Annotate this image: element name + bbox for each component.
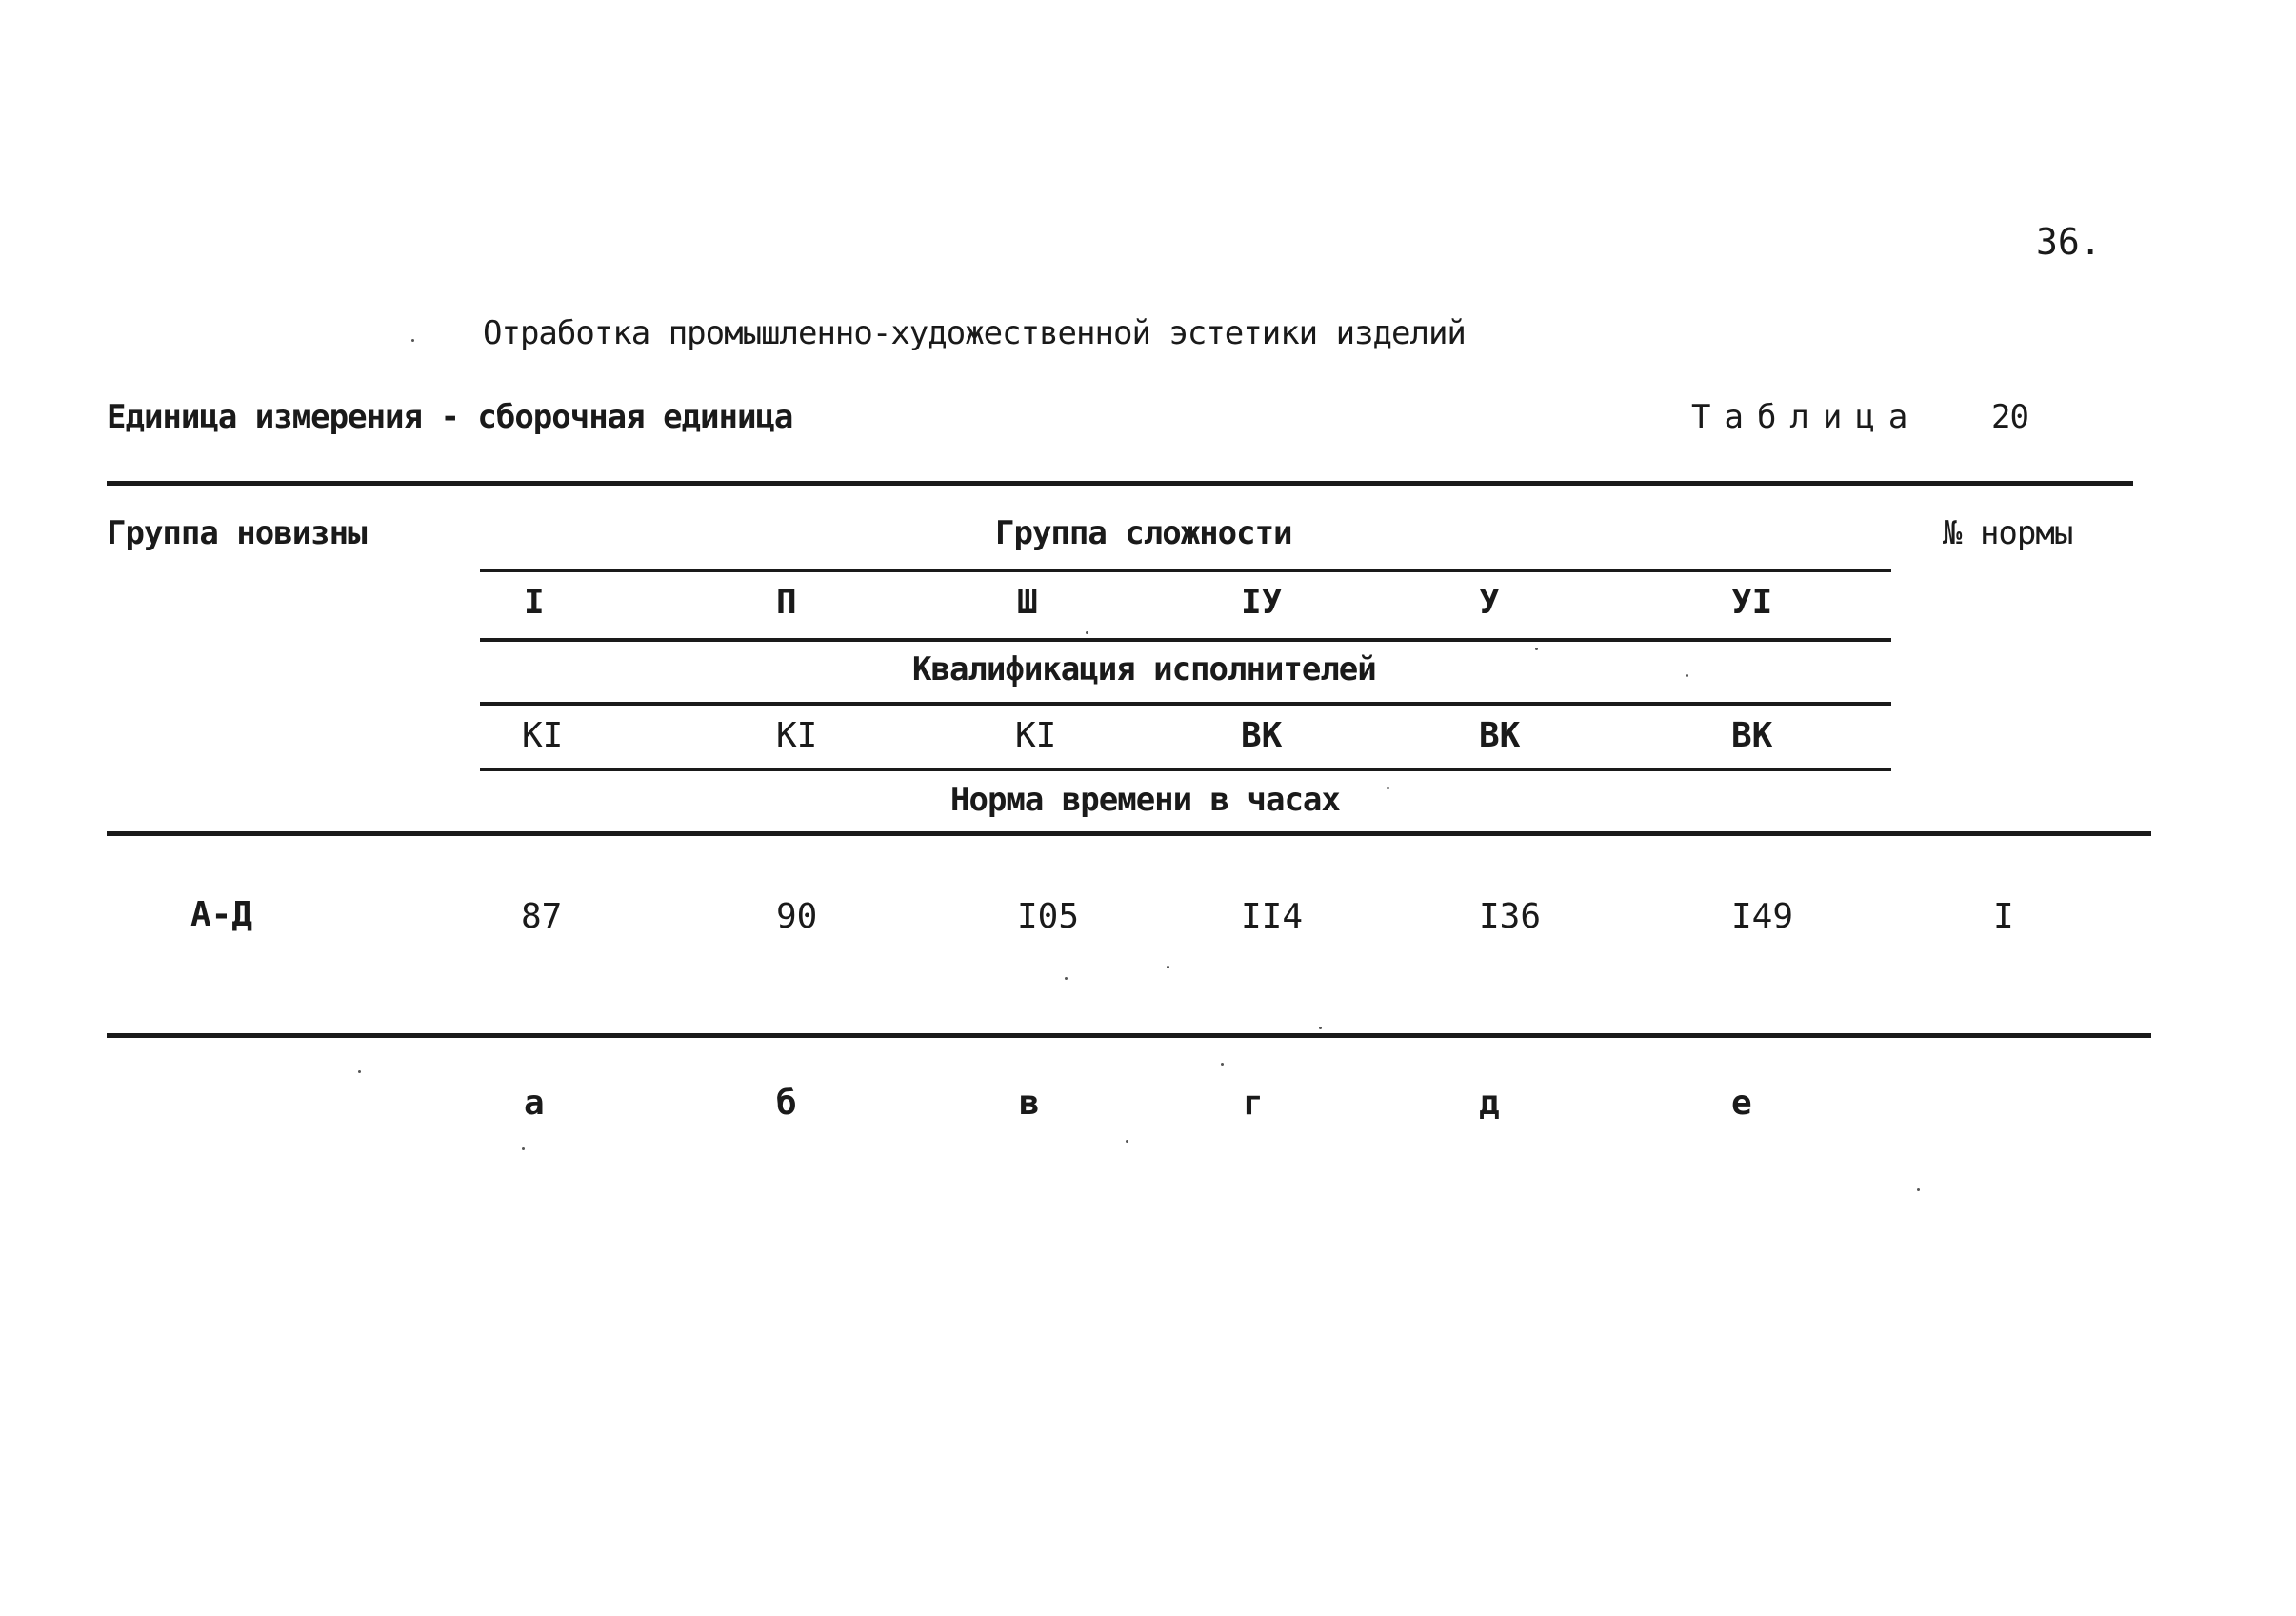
header-norm-number: № нормы (1943, 514, 2073, 552)
table-title: Отработка промышленно-художественной эстетики изделий (483, 314, 1466, 352)
complexity-col-5: У (1479, 583, 1500, 622)
scan-speck (411, 339, 414, 342)
scan-speck (1065, 977, 1068, 980)
column-letter-f: е (1731, 1084, 1752, 1123)
row-value-d: II4 (1241, 897, 1304, 936)
subheader-rule-2 (480, 638, 1891, 642)
subheader-rule-4 (480, 768, 1891, 771)
header-novelty-group: Группа новизны (107, 514, 367, 552)
scan-speck (522, 1147, 525, 1150)
table-label: Таблица (1691, 398, 1922, 436)
qualification-col-2: КI (776, 716, 818, 755)
complexity-col-1: I (524, 583, 545, 622)
row-novelty-label: А-Д (190, 895, 253, 934)
row-norm-number: I (1993, 897, 2014, 936)
table-number: 20 (1991, 398, 2028, 436)
column-letter-d: г (1243, 1084, 1264, 1123)
header-bottom-rule (107, 831, 2151, 836)
qualification-col-3: КI (1015, 716, 1057, 755)
column-letter-c: в (1019, 1084, 1040, 1123)
qualification-col-5: ВК (1479, 716, 1521, 755)
header-complexity-group: Группа сложности (995, 514, 1292, 552)
row-value-b: 90 (776, 897, 818, 936)
scan-speck (1917, 1188, 1920, 1191)
scan-speck (1126, 1140, 1128, 1143)
complexity-col-4: IУ (1241, 583, 1283, 622)
row-value-a: 87 (521, 897, 563, 936)
scan-speck (1686, 674, 1688, 677)
qualification-col-1: КI (522, 716, 564, 755)
scan-speck (1535, 648, 1538, 650)
unit-label: Единица измерения - сборочная единица (107, 398, 793, 436)
complexity-col-6: УI (1731, 583, 1773, 622)
table-top-rule (107, 481, 2133, 486)
qualification-col-4: ВК (1241, 716, 1283, 755)
header-qualification: Квалификация исполнителей (912, 650, 1376, 688)
row-value-e: I36 (1479, 897, 1542, 936)
scan-speck (1221, 1063, 1224, 1066)
subheader-rule-1 (480, 569, 1891, 572)
complexity-col-2: П (776, 583, 797, 622)
scan-speck (1167, 966, 1169, 968)
scan-speck (1319, 1027, 1322, 1029)
column-letter-a: а (524, 1084, 545, 1123)
subheader-rule-3 (480, 702, 1891, 706)
table-bottom-rule (107, 1033, 2151, 1038)
scan-speck (358, 1070, 361, 1073)
scan-speck (1086, 631, 1088, 634)
page-number: 36. (2036, 221, 2102, 263)
column-letter-b: б (776, 1084, 797, 1123)
row-value-f: I49 (1731, 897, 1794, 936)
header-time-norm: Норма времени в часах (950, 781, 1340, 819)
complexity-col-3: Ш (1017, 583, 1038, 622)
row-value-c: I05 (1017, 897, 1080, 936)
qualification-col-6: ВК (1731, 716, 1773, 755)
column-letter-e: д (1479, 1084, 1500, 1123)
scan-speck (1387, 787, 1389, 789)
